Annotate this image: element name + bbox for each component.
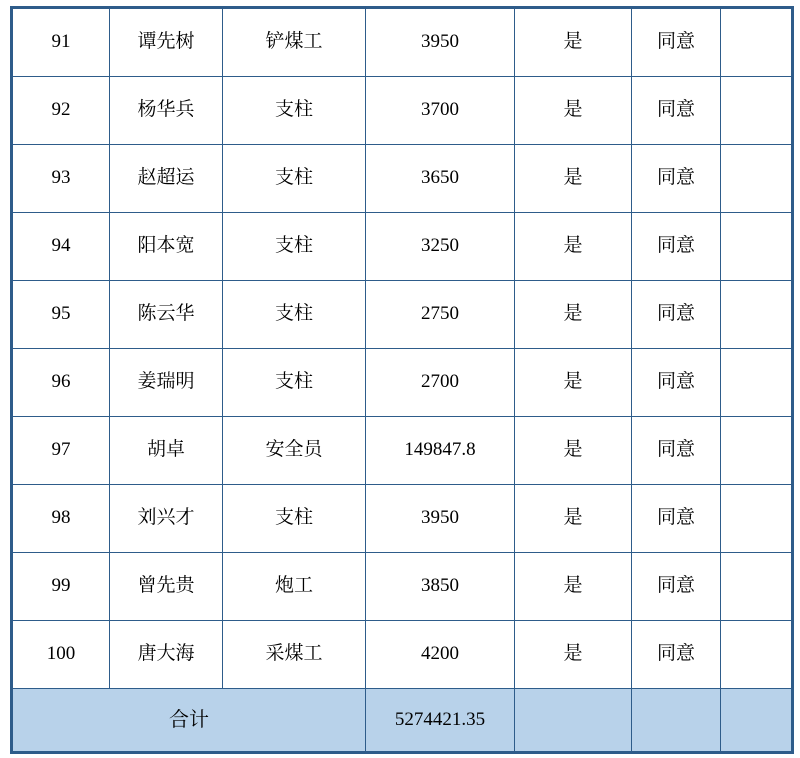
row-flag-text: 是: [563, 303, 583, 325]
row-index-cell: [12, 553, 110, 621]
table-row: [12, 145, 793, 213]
row-name-text: 杨华兵: [137, 99, 195, 121]
row-name-text: 刘兴才: [137, 507, 195, 529]
row-flag-text: 是: [563, 31, 583, 53]
row-opinion-cell: [632, 553, 721, 621]
row-index-text: 95: [51, 303, 71, 325]
row-blank-cell: [721, 8, 793, 77]
row-flag-cell: [515, 621, 632, 689]
row-blank-cell: [721, 485, 793, 553]
table-body: [12, 8, 793, 753]
row-opinion-cell: [632, 145, 721, 213]
row-opinion-text: 同意: [656, 371, 695, 393]
total-flag-cell: [515, 689, 632, 753]
table-row: [12, 553, 793, 621]
row-amount-cell: [366, 621, 515, 689]
row-opinion-cell: [632, 349, 721, 417]
row-name-cell: [110, 621, 223, 689]
row-job-cell: [223, 349, 366, 417]
row-flag-cell: [515, 281, 632, 349]
row-flag-cell: [515, 8, 632, 77]
row-name-cell: [110, 8, 223, 77]
table-row: [12, 621, 793, 689]
row-opinion-cell: [632, 8, 721, 77]
row-index-cell: [12, 145, 110, 213]
row-index-text: 93: [51, 167, 71, 189]
row-job-cell: [223, 553, 366, 621]
row-flag-text: 是: [563, 371, 583, 393]
row-opinion-text: 同意: [656, 643, 695, 665]
table-row: [12, 77, 793, 145]
row-index-text: 91: [51, 31, 71, 53]
row-opinion-cell: [632, 77, 721, 145]
row-name-cell: [110, 553, 223, 621]
total-label-cell: [12, 689, 366, 753]
total-amount-text: 5274421.35: [394, 708, 486, 730]
row-amount-cell: [366, 145, 515, 213]
row-opinion-cell: [632, 281, 721, 349]
row-job-text: 炮工: [274, 575, 313, 597]
row-amount-cell: [366, 553, 515, 621]
table-row: [12, 485, 793, 553]
row-flag-cell: [515, 349, 632, 417]
row-name-text: 胡卓: [146, 439, 185, 461]
row-index-text: 94: [51, 235, 71, 257]
row-opinion-text: 同意: [656, 235, 695, 257]
row-index-text: 99: [51, 575, 71, 597]
row-amount-text: 2750: [421, 303, 459, 325]
document-page: [0, 6, 800, 758]
row-amount-cell: [366, 77, 515, 145]
row-job-text: 支柱: [274, 371, 313, 393]
row-index-cell: [12, 8, 110, 77]
payroll-table: [10, 6, 794, 754]
row-job-text: 支柱: [274, 507, 313, 529]
row-job-cell: [223, 281, 366, 349]
row-name-cell: [110, 213, 223, 281]
row-job-cell: [223, 213, 366, 281]
row-index-cell: [12, 213, 110, 281]
row-flag-text: 是: [563, 235, 583, 257]
row-name-text: 谭先树: [137, 31, 195, 53]
row-amount-text: 3700: [421, 99, 459, 121]
row-flag-cell: [515, 145, 632, 213]
row-blank-cell: [721, 145, 793, 213]
row-name-cell: [110, 77, 223, 145]
row-name-cell: [110, 145, 223, 213]
row-flag-text: 是: [563, 507, 583, 529]
row-name-cell: [110, 417, 223, 485]
row-index-cell: [12, 349, 110, 417]
row-job-cell: [223, 8, 366, 77]
total-opinion-cell: [632, 689, 721, 753]
row-index-cell: [12, 281, 110, 349]
row-flag-text: 是: [563, 439, 583, 461]
row-amount-cell: [366, 485, 515, 553]
row-job-text: 支柱: [274, 167, 313, 189]
row-name-text: 曾先贵: [137, 575, 195, 597]
row-blank-cell: [721, 417, 793, 485]
row-opinion-cell: [632, 485, 721, 553]
row-index-cell: [12, 485, 110, 553]
row-job-cell: [223, 145, 366, 213]
row-opinion-text: 同意: [656, 507, 695, 529]
table-row: [12, 417, 793, 485]
total-blank-cell: [721, 689, 793, 753]
row-amount-text: 4200: [421, 643, 459, 665]
row-name-text: 阳本宽: [137, 235, 195, 257]
row-flag-text: 是: [563, 167, 583, 189]
row-blank-cell: [721, 553, 793, 621]
row-amount-text: 3850: [421, 575, 459, 597]
table-row: [12, 349, 793, 417]
row-flag-text: 是: [563, 99, 583, 121]
total-label-text: 合计: [169, 709, 209, 731]
row-blank-cell: [721, 349, 793, 417]
row-index-text: 100: [46, 643, 76, 665]
row-opinion-text: 同意: [656, 575, 695, 597]
row-job-cell: [223, 77, 366, 145]
row-opinion-cell: [632, 417, 721, 485]
row-flag-cell: [515, 213, 632, 281]
row-index-cell: [12, 417, 110, 485]
row-index-cell: [12, 77, 110, 145]
row-opinion-text: 同意: [656, 303, 695, 325]
row-index-text: 96: [51, 371, 71, 393]
total-amount-cell: [366, 689, 515, 753]
row-amount-text: 3250: [421, 235, 459, 257]
row-index-text: 92: [51, 99, 71, 121]
row-blank-cell: [721, 77, 793, 145]
table-row: [12, 281, 793, 349]
row-index-text: 98: [51, 507, 71, 529]
table-row: [12, 8, 793, 77]
row-name-text: 姜瑞明: [137, 371, 195, 393]
row-amount-cell: [366, 349, 515, 417]
row-flag-cell: [515, 485, 632, 553]
row-job-text: 采煤工: [265, 643, 323, 665]
row-flag-cell: [515, 553, 632, 621]
row-job-text: 支柱: [274, 235, 313, 257]
row-opinion-cell: [632, 621, 721, 689]
row-amount-text: 3650: [421, 167, 459, 189]
row-amount-cell: [366, 213, 515, 281]
total-row: [12, 689, 793, 753]
row-amount-text: 2700: [421, 371, 459, 393]
row-job-text: 铲煤工: [265, 31, 323, 53]
row-opinion-text: 同意: [656, 31, 695, 53]
row-blank-cell: [721, 213, 793, 281]
row-blank-cell: [721, 281, 793, 349]
row-amount-text: 3950: [421, 31, 459, 53]
row-name-text: 陈云华: [137, 303, 195, 325]
row-index-cell: [12, 621, 110, 689]
row-flag-text: 是: [563, 643, 583, 665]
row-job-cell: [223, 417, 366, 485]
row-opinion-text: 同意: [656, 167, 695, 189]
row-flag-text: 是: [563, 575, 583, 597]
row-amount-text: 149847.8: [404, 439, 476, 461]
table-row: [12, 213, 793, 281]
row-amount-cell: [366, 417, 515, 485]
row-index-text: 97: [51, 439, 71, 461]
row-opinion-text: 同意: [656, 439, 695, 461]
row-job-cell: [223, 485, 366, 553]
row-amount-text: 3950: [421, 507, 459, 529]
row-opinion-text: 同意: [656, 99, 695, 121]
row-job-text: 支柱: [274, 303, 313, 325]
row-name-cell: [110, 281, 223, 349]
row-opinion-cell: [632, 213, 721, 281]
row-name-text: 唐大海: [137, 643, 195, 665]
row-job-text: 支柱: [274, 99, 313, 121]
row-name-cell: [110, 349, 223, 417]
row-job-text: 安全员: [265, 439, 323, 461]
row-name-cell: [110, 485, 223, 553]
row-job-cell: [223, 621, 366, 689]
row-blank-cell: [721, 621, 793, 689]
row-name-text: 赵超运: [137, 167, 195, 189]
row-amount-cell: [366, 8, 515, 77]
row-amount-cell: [366, 281, 515, 349]
row-flag-cell: [515, 77, 632, 145]
row-flag-cell: [515, 417, 632, 485]
